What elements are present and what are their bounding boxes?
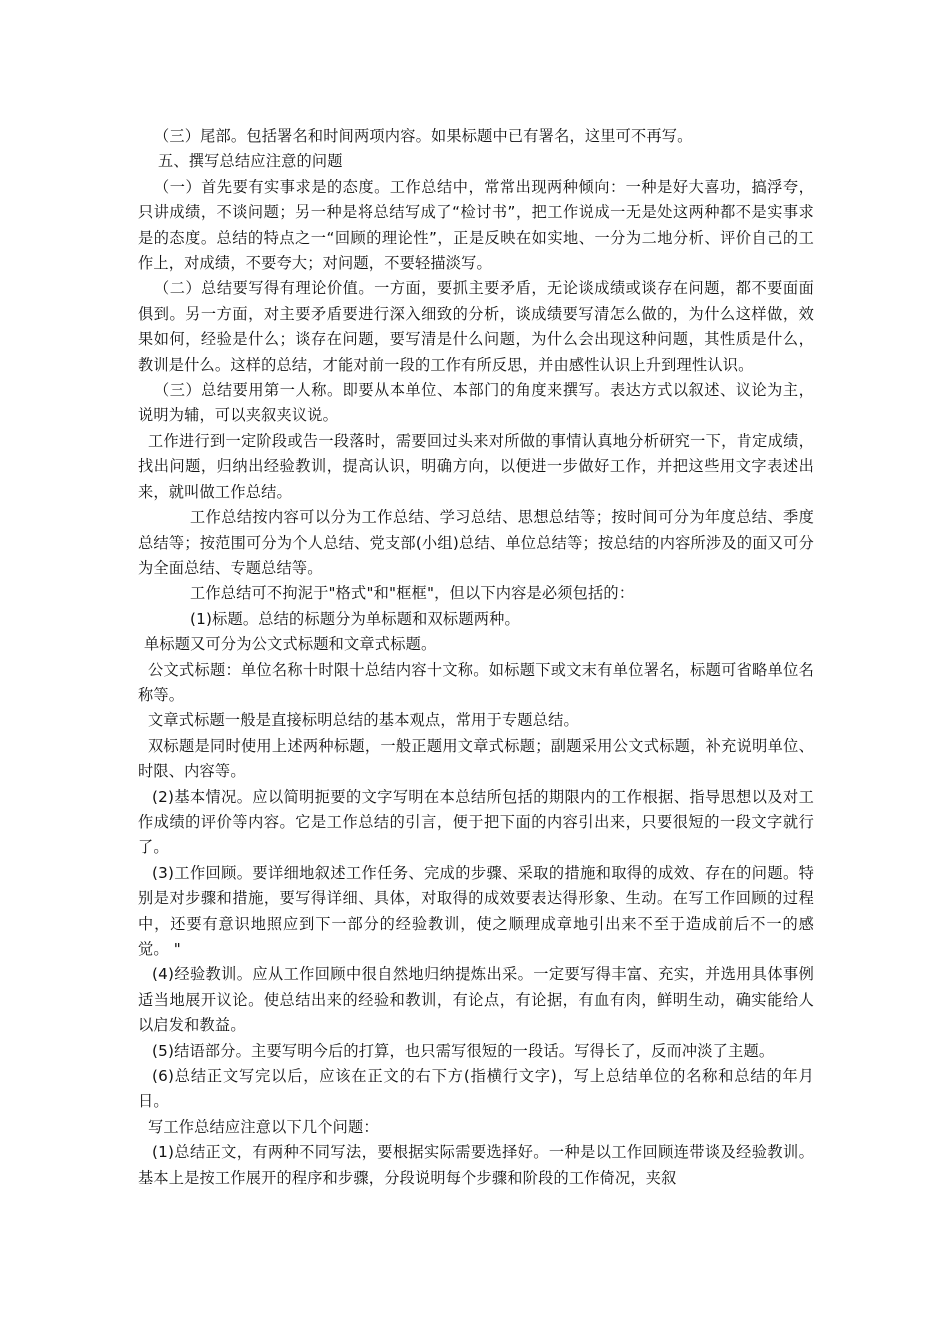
paragraph-definition: 工作进行到一定阶段或告一段落时，需要回过头来对所做的事情认真地分析研究一下，肯定成绩，找出问题，归纳出经验教训，提高认识，明确方向，以便进一步做好工作，并把这些用文字表述出来，就叫做工作总结。 [138, 431, 814, 501]
paragraph-item-5-conclusion: (5)结语部分。主要写明今后的打算，也只需写很短的一段话。写得长了，反而冲淡了主题。 [152, 1041, 775, 1060]
paragraph-item-3-review: (3)工作回顾。要详细地叙述工作任务、完成的步骤、采取的措施和取得的成效、存在的问题。特别是对步骤和措施，要写得详细、具体，对取得的成效要表达得形象、生动。在写工作回顾的过程中，还要有意识地照应到下一部分的经验教训，使之顺理成章地引出来不至于造成前后不一的感觉。 " [138, 863, 814, 958]
paragraph-item-2-basic: (2)基本情况。应以简明扼要的文字写明在本总结所包括的期限内的工作根据、指导思想以及对工作成绩的评价等内容。它是工作总结的引言，便于把下面的内容引出来，只要很短的一段文字就行了。 [138, 787, 814, 857]
document-body [138, 124, 814, 1191]
paragraph-point-one: （一）首先要有实事求是的态度。工作总结中，常常出现两种倾向：一种是好大喜功，搞浮夸，只讲成绩，不谈问题；另一种是将总结写成了“检讨书”，把工作说成一无是处这两种都不是实事求是的态度。总结的特点之一“回顾的理论性”，正是反映在如实地、一分为二地分析、评价自己的工作上，对成绩，不要夸大；对问题，不要轻描淡写。 [138, 177, 814, 273]
paragraph-item-4-lessons: (4)经验教训。应从工作回顾中很自然地归纳提炼出采。一定要写得丰富、充实，并选用具体事例适当地展开议论。使总结出来的经验和教训，有论点，有论据，有血有肉，鲜明生动，确实能给人以启发和教益。 [138, 965, 814, 1035]
paragraph-double-title: 双标题是同时使用上述两种标题，一般正题用文章式标题；副题采用公文式标题，补充说明单位、时限、内容等。 [138, 736, 814, 781]
paragraph-classification: 工作总结按内容可以分为工作总结、学习总结、思想总结等；按时间可分为年度总结、季度总结等；按范围可分为个人总结、党支部(小组)总结、单位总结等；按总结的内容所涉及的面又可分为全面总结、专题总结等。 [138, 508, 814, 577]
paragraph-item-6-signature: (6)总结正文写完以后，应该在正文的右下方(指横行文字)，写上总结单位的名称和总结的年月日。 [138, 1067, 814, 1111]
paragraph-single-title: 单标题又可分为公文式标题和文章式标题。 [144, 635, 437, 654]
paragraph-format-intro: 工作总结可不拘泥于"格式"和"框框"，但以下内容是必须包括的： [190, 584, 635, 603]
paragraph-point-three: （三）总结要用第一人称。即要从本单位、本部门的角度来撰写。表达方式以叙述、议论为主，说明为辅，可以夹叙夹议说。 [138, 381, 814, 425]
paragraph-note-1: (1)总结正文，有两种不同写法，要根据实际需要选择好。一种是以工作回顾连带谈及经验教训。基本上是按工作展开的程序和步骤，分段说明每个步骤和阶段的工作倚况，夹叙 [138, 1143, 814, 1187]
paragraph-point-two: （二）总结要写得有理论价值。一方面，要抓主要矛盾，无论谈成绩或谈存在问题，都不要面面俱到。另一方面，对主要矛盾要进行深入细致的分析，谈成绩要写清怎么做的，为什么这样做，效果如何，经验是什么；谈存在问题，要写清是什么问题，为什么会出现这种问题，其性质是什么，教训是什么。这样的总结，才能对前一段的工作有所反思，并由感性认识上升到理性认识。 [138, 279, 814, 374]
section-heading-five: 五、撰写总结应注意的问题 [158, 152, 343, 171]
paragraph-notes-intro: 写工作总结应注意以下几个问题： [148, 1117, 379, 1136]
paragraph-item-1-title: (1)标题。总结的标题分为单标题和双标题两种。 [190, 609, 520, 628]
paragraph-article-title: 文章式标题一般是直接标明总结的基本观点，常用于专题总结。 [148, 711, 579, 730]
paragraph-official-title: 公文式标题：单位名称十时限十总结内容十文称。如标题下或文末有单位署名，标题可省略单位名称等。 [138, 660, 814, 704]
paragraph-ending-section: （三）尾部。包括署名和时间两项内容。如果标题中已有署名，这里可不再写。 [154, 127, 693, 145]
